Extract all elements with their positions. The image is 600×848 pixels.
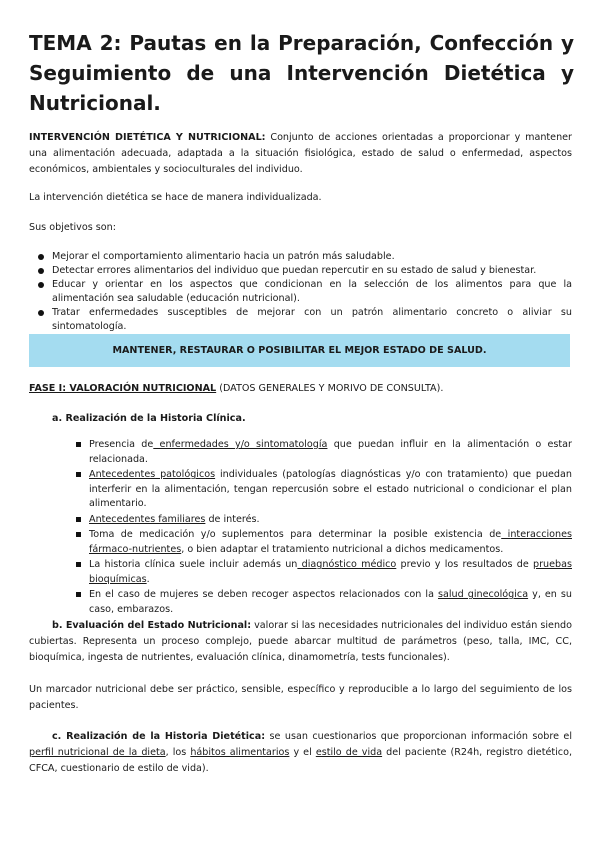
list-item: En el caso de mujeres se deben recoger aspectos relacionados con la salud ginecológica y, en su caso, embarazos. [76, 588, 572, 617]
list-item: Toma de medicación y/o suplementos para determinar la posible existencia de interacciones fármaco-nutrientes, o bien adaptar el tratamiento nutricional a dichos medicamentos. [76, 528, 572, 557]
phase-label: FASE I: VALORACIÓN NUTRICIONAL [29, 383, 217, 394]
list-item: Presencia de enfermedades y/o sintomatología que puedan influir en la alimentación o estar relacionada. [76, 438, 572, 467]
section-b-paragraph [29, 618, 572, 666]
list-item: Mejorar el comportamiento alimentario hacia un patrón más saludable. [37, 250, 572, 264]
section-c-heading: c. Realización de la Historia Dietética: [52, 731, 266, 742]
definition-text: Conjunto de acciones orientadas a proporcionar y mantener una alimentación adecuada, adaptada a la situación fisiológica, estado de salud o enfermedad, aspectos económicos, ambientales y socioculturales del individuo. [29, 132, 572, 175]
section-b-heading: b. Evaluación del Estado Nutricional: [52, 620, 252, 631]
phase-rest: (DATOS GENERALES Y MORIVO DE CONSULTA). [216, 383, 444, 394]
phase-heading [29, 381, 572, 397]
marker-paragraph: Un marcador nutricional debe ser práctico, sensible, específico y reproducible a lo largo del seguimiento de los pacientes. [29, 684, 572, 711]
definition-paragraph [29, 130, 572, 178]
objectives-list [37, 250, 572, 334]
list-item: Educar y orientar en los aspectos que condicionan en la selección de los alimentos para que la alimentación sea saludable (educación nutricional). [37, 278, 572, 306]
banner-text: MANTENER, RESTAURAR O POSIBILITAR EL MEJOR ESTADO DE SALUD. [112, 345, 487, 356]
list-item: Antecedentes patológicos individuales (patologías diagnósticas y/o con tratamiento) que puedan interferir en la alimentación, tengan repercusión sobre el estado nutricional o condicionar el plan alimentario. [76, 468, 572, 512]
individualized-paragraph: La intervención dietética se hace de manera individualizada. [29, 192, 322, 203]
highlight-banner [29, 334, 570, 367]
section-a-heading: a. Realización de la Historia Clínica. [52, 413, 246, 424]
clinical-history-list [76, 438, 572, 618]
list-item: Tratar enfermedades susceptibles de mejorar con un patrón alimentario concreto o aliviar su sintomatología. [37, 306, 572, 334]
list-item: Antecedentes familiares de interés. [76, 513, 572, 528]
section-b-text: valorar si las necesidades nutricionales del individuo están siendo cubiertas. Representa un proceso complejo, puede abarcar multitud de parámetros (peso, talla, IMC, CC, bioquímica, ingesta de nutrientes, evaluación clínica, dinamometría, tests funcionales). [29, 620, 572, 663]
page-title: TEMA 2: Pautas en la Preparación, Confección y Seguimiento de una Intervención Dietética y Nutricional. [29, 31, 574, 115]
objectives-intro: Sus objetivos son: [29, 222, 116, 233]
definition-term: INTERVENCIÓN DIETÉTICA Y NUTRICIONAL: [29, 132, 266, 143]
list-item: Detectar errores alimentarios del individuo que puedan repercutir en su estado de salud y bienestar. [37, 264, 572, 278]
list-item: La historia clínica suele incluir además un diagnóstico médico previo y los resultados de pruebas bioquímicas. [76, 558, 572, 587]
section-c-paragraph: c. Realización de la Historia Dietética: se usan cuestionarios que proporcionan información sobre el perfil nutricional de la dieta, los hábitos alimentarios y el estilo de vida del paciente (R24h, registro dietético, CFCA, cuestionario de estilo de vida). [29, 731, 572, 774]
